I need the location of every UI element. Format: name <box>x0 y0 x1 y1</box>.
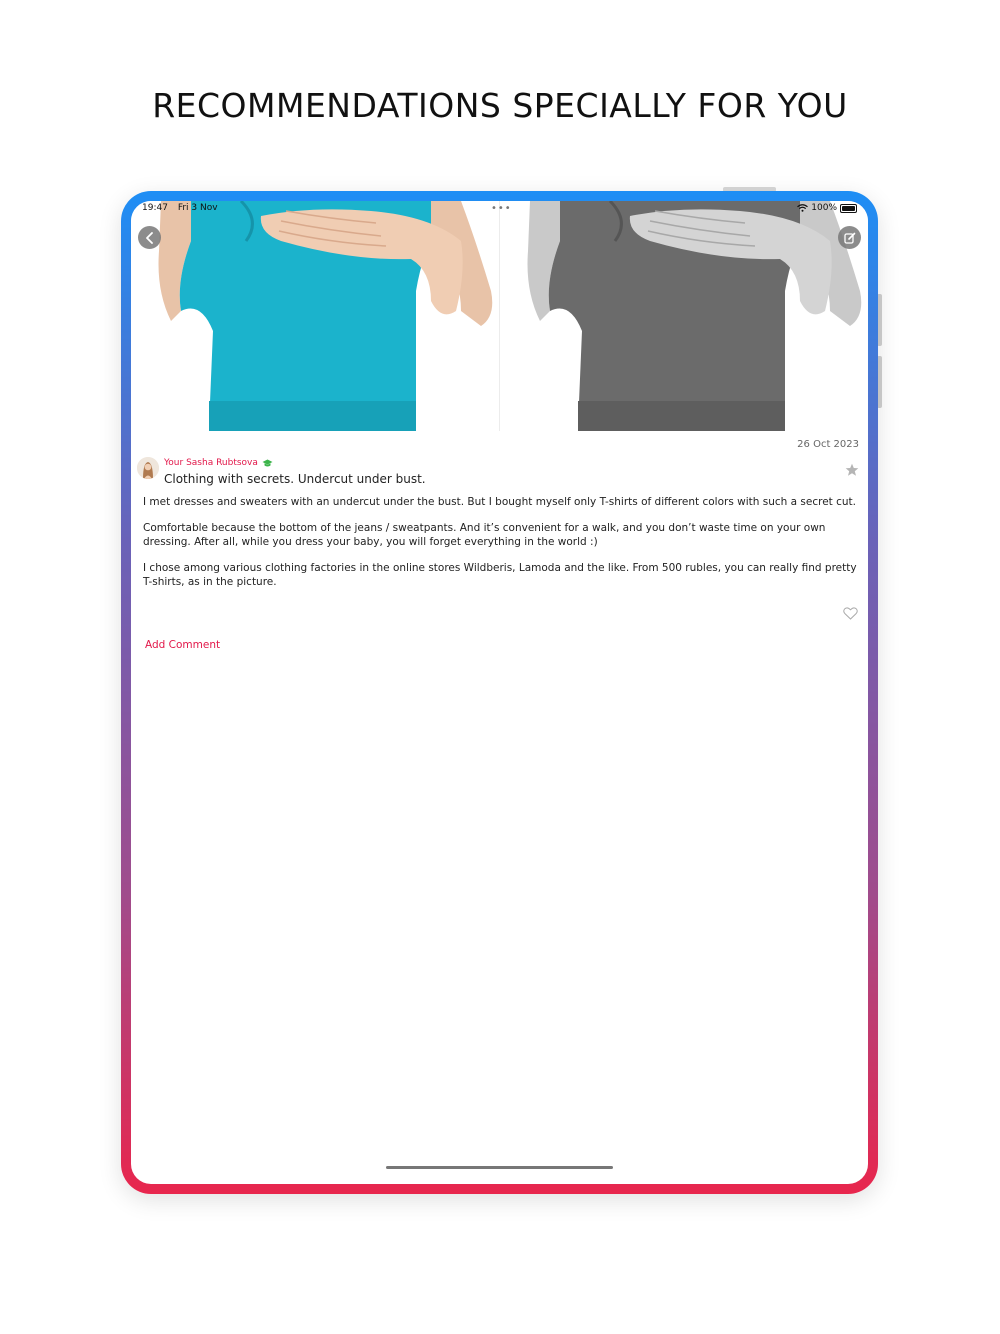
status-date: Fri 3 Nov <box>177 203 218 213</box>
battery-icon <box>840 204 857 213</box>
post-title: Clothing with secrets. Undercut under bust. <box>164 472 426 486</box>
favorite-button[interactable] <box>845 462 859 481</box>
edit-button[interactable] <box>838 226 861 249</box>
status-time: 19:47 <box>142 203 168 213</box>
woman-teal-shirt-image <box>131 201 499 431</box>
multitasking-dots-icon[interactable]: ••• <box>491 203 512 214</box>
heart-icon <box>843 607 858 620</box>
chevron-left-icon <box>145 232 155 244</box>
edit-icon <box>844 232 856 244</box>
post-paragraph: Comfortable because the bottom of the jeans / sweatpants. And it’s convenient for a walk, and you don’t waste time on your own dressing. After all, while you dress your baby, you will forget everything in the world :) <box>143 522 826 548</box>
tablet-frame <box>121 191 878 1194</box>
home-indicator[interactable] <box>386 1166 613 1169</box>
graduation-cap-icon <box>262 459 273 468</box>
wifi-icon <box>797 204 808 212</box>
like-button[interactable] <box>843 605 858 624</box>
woman-gray-shirt-image <box>500 201 868 431</box>
status-bar-right <box>797 203 857 213</box>
battery-percent: 100% <box>811 203 837 213</box>
author-photo <box>137 457 159 479</box>
post-date: 26 Oct 2023 <box>797 439 859 450</box>
author-name[interactable]: Your Sasha Rubtsova <box>164 458 258 468</box>
star-icon <box>845 463 859 477</box>
post-image-color <box>131 201 499 431</box>
back-button[interactable] <box>138 226 161 249</box>
add-comment-button[interactable]: Add Comment <box>145 639 221 651</box>
post-paragraph: I met dresses and sweaters with an undercut under the bust. But I bought myself only T-shirts of different colors with such a secret cut. <box>143 496 857 508</box>
post-image-grayscale <box>500 201 868 431</box>
author-row[interactable] <box>164 458 273 468</box>
post-paragraph: I chose among various clothing factories in the online stores Wildberis, Lamoda and the like. From 500 rubles, you can really find pretty T-shirts, as in the picture. <box>143 562 857 588</box>
status-bar-left <box>142 203 225 213</box>
avatar[interactable] <box>137 457 159 479</box>
app-screen <box>131 201 868 1184</box>
post-image <box>131 201 868 431</box>
post-body <box>143 495 859 601</box>
page-headline: RECOMMENDATIONS SPECIALLY FOR YOU <box>152 86 848 125</box>
